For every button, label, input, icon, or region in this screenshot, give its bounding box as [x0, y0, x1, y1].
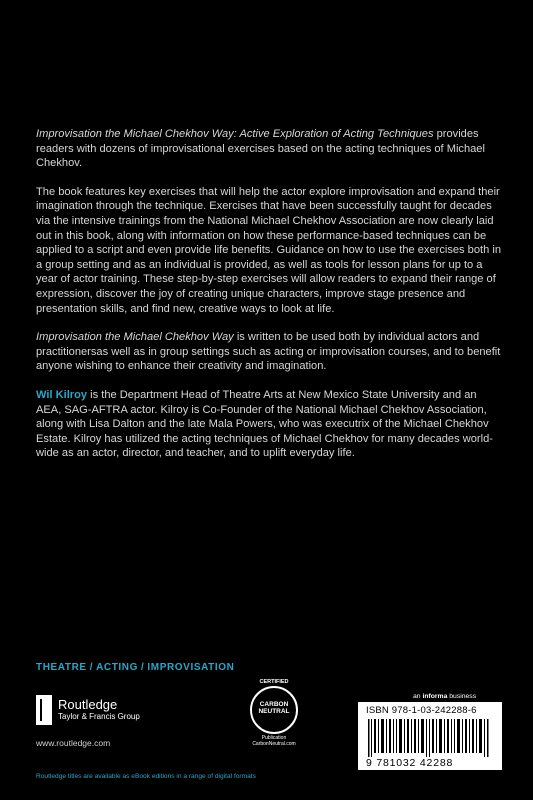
blurb-paragraph-2: The book features key exercises that will help the actor explore improvisation and expand their imagination through the technique. Exercises that have been successfully taught for decades via the intensive trainings from the National Michael Chekhov Association are now clearly laid out in this book, along with information on how these performance-based techniques can be applied to a script and even provide life benefits. Guidance on how to use the exercises both in a group setting and as an individual is provided, as well as tools for lesson plans for up to a year of actor training. These step-by-step exercises will allow readers to expand their range of expression, discover the joy of creating unique characters, improve stage presence and presentation skills, and find new, creative ways to look at life. [36, 185, 501, 315]
ebook-note: Routledge titles are available as eBook editions in a range of digital formats [36, 773, 256, 780]
subject-separator: / [89, 662, 94, 673]
book-title-italic: Improvisation the Michael Chekhov Way: Active Exploration of Acting Techniques [36, 128, 434, 140]
informa-prefix: an [413, 693, 423, 700]
carbon-url: CarbonNeutral.com [252, 741, 296, 747]
author-bio [36, 388, 502, 461]
blurb-text: is written to be used both by individual actors and practitionersas well as in group settings such as acting or improvisation courses, and to benefit anyone wishing to enhance their creativity and imagination. [36, 331, 501, 373]
barcode-digits: 9 781032 42288 [366, 757, 454, 769]
publisher-url: www.routledge.com [36, 738, 111, 748]
carbon-certified: CERTIFIED [259, 679, 289, 685]
blurb-text: provides readers with dozens of improvisational exercises based on the acting techniques of Michael Chekhov. [36, 128, 485, 170]
carbon-neutral-badge [244, 679, 304, 748]
carbon-neutral-seal-icon [250, 679, 298, 734]
routledge-logo-icon [36, 695, 52, 725]
author-bio-text: is the Department Head of Theatre Arts at New Mexico State University and an AEA, SAG-AFTRA actor. Kilroy is Co-Founder of the National Michael Chekhov Association, along with Lisa Dalton and the late Mala Powers, who was executrix of the Michael Chekhov Estate. Kilroy has utilized the acting techniques of Michael Chekhov for many decades world-wide as an actor, director, and teacher, and to uplift everyday life. [36, 388, 493, 460]
publisher-logo [36, 695, 140, 725]
informa-business-label [413, 693, 476, 700]
carbon-line-2: NEUTRAL [258, 708, 290, 715]
informa-suffix: business [447, 693, 477, 700]
author-name: Wil Kilroy [36, 388, 88, 401]
back-cover-blurb [36, 127, 502, 475]
carbon-line-1: CARBON [259, 701, 289, 708]
subject-improvisation: IMPROVISATION [147, 662, 235, 673]
isbn-barcode [358, 702, 502, 770]
carbon-neutral-logo [252, 701, 296, 715]
subject-acting: ACTING [96, 662, 139, 673]
publisher-name: Routledge [58, 697, 118, 712]
subject-separator: / [141, 662, 145, 673]
blurb-paragraph-1 [36, 127, 502, 171]
informa-brand: informa [422, 693, 448, 700]
blurb-paragraph-3 [36, 330, 502, 374]
subject-theatre: THEATRE [36, 662, 87, 673]
publisher-group: Taylor & Francis Group [58, 712, 140, 721]
isbn-number: ISBN 978-1-03-242288-6 [366, 705, 477, 716]
book-title-italic: Improvisation the Michael Chekhov Way [36, 331, 234, 344]
barcode-icon [368, 719, 494, 757]
carbon-publication-label: Publication [261, 735, 287, 741]
subject-categories [36, 662, 234, 673]
publisher-text [58, 698, 140, 722]
